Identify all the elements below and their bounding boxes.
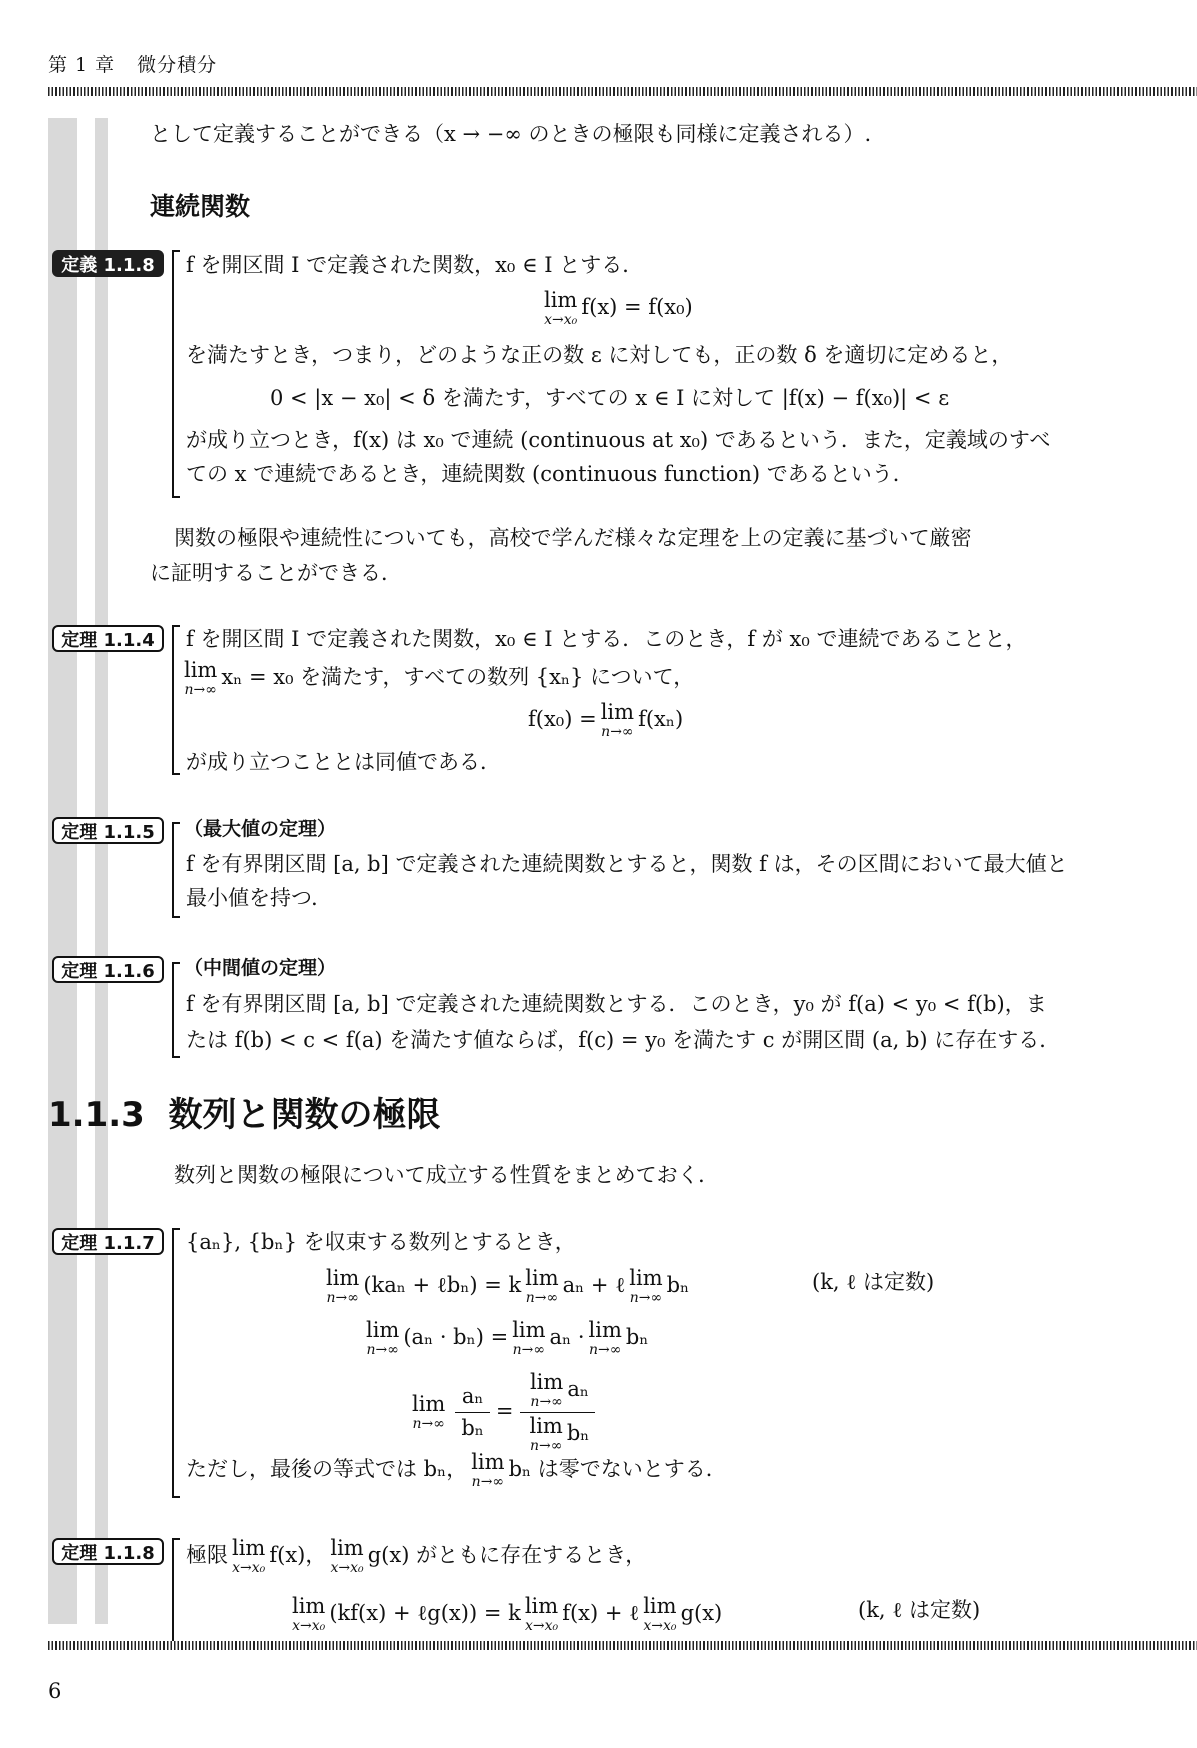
lim-operator: lim — [412, 1392, 446, 1416]
def-equation-rhs: f(x) = f(x₀) — [581, 295, 693, 319]
equation-lhs: f(x₀) = — [528, 707, 597, 731]
intro-line: として定義することができる（x → −∞ のときの極限も同様に定義される）. — [150, 122, 872, 146]
theorem-bracket — [172, 625, 180, 775]
thm117-eq1 — [322, 1268, 689, 1305]
page-number: 6 — [48, 1679, 62, 1703]
lim-operator: lim — [184, 658, 218, 682]
equation-part-b: f(x) + ℓ — [562, 1601, 640, 1625]
chapter-number: 第 1 章 — [48, 54, 116, 76]
def-line-5: ての x で連続であるとき，連続関数 (continuous function) であるという． — [186, 462, 914, 486]
thm116-title: （中間値の定理） — [184, 957, 337, 979]
lim-subscript: x→x₀ — [643, 1618, 677, 1634]
eq1-part-b: aₙ + ℓ — [562, 1273, 626, 1297]
thm114-equation — [528, 702, 683, 739]
thm116-line-2: たは f(b) < c < f(a) を満たす値ならば，f(c) = y₀ を満たす c が開区間 (a, b) に存在する． — [186, 1028, 1061, 1052]
lim-subscript: x→x₀ — [544, 312, 578, 328]
eq1-note: (k, ℓ は定数) — [812, 1270, 935, 1294]
lim-subscript: n→∞ — [412, 1416, 445, 1432]
lim-subscript: n→∞ — [601, 724, 634, 740]
lim-subscript: n→∞ — [512, 1342, 546, 1358]
theorem-badge: 定理 1.1.7 — [52, 1228, 164, 1255]
theorem-bracket — [172, 962, 180, 1058]
thm117-eq3 — [408, 1372, 601, 1453]
denominator-term: bₙ — [566, 1421, 590, 1445]
theorem-bracket — [172, 1538, 180, 1641]
theorem-bracket — [172, 822, 180, 918]
thm115-title: （最大値の定理） — [184, 818, 337, 840]
lim-operator: lim — [326, 1266, 360, 1290]
lim-subscript: x→x₀ — [232, 1560, 266, 1576]
section-title: 数列と関数の極限 — [168, 1095, 441, 1135]
line1-part-b: f(x)， — [269, 1543, 327, 1567]
equation-part-a: (kf(x) + ℓg(x)) = k — [329, 1601, 521, 1625]
para2: 数列と関数の極限について成立する性質をまとめておく． — [174, 1163, 720, 1187]
lim-operator: lim — [512, 1318, 546, 1342]
theorem-badge: 定理 1.1.6 — [52, 956, 164, 983]
lim-operator: lim — [232, 1536, 266, 1560]
header-rule — [48, 87, 1197, 96]
eq2-part-a: (aₙ · bₙ) = — [403, 1325, 509, 1349]
lim-operator: lim — [588, 1318, 622, 1342]
lim-subscript: x→x₀ — [524, 1618, 559, 1634]
lim-subscript: n→∞ — [530, 1394, 563, 1410]
def-equation — [540, 290, 693, 327]
running-header — [48, 50, 217, 77]
lim-subscript: n→∞ — [629, 1290, 663, 1306]
continuity-heading: 連続関数 — [150, 192, 251, 221]
fraction-denominator: bₙ — [461, 1416, 484, 1440]
thm118-equation — [288, 1596, 722, 1633]
lim-operator: lim — [643, 1594, 677, 1618]
eq2-part-c: bₙ — [625, 1325, 649, 1349]
lim-subscript: x→x₀ — [330, 1560, 364, 1576]
section-heading — [48, 1095, 441, 1136]
equals-sign: = — [495, 1399, 514, 1423]
thm117-line-1: {aₙ}, {bₙ} を収束する数列とするとき， — [186, 1230, 576, 1254]
lim-operator: lim — [629, 1266, 663, 1290]
definition-bracket — [172, 250, 180, 498]
para1-line-1: 関数の極限や連続性についても，高校で学んだ様々な定理を上の定義に基づいて厳密 — [174, 526, 972, 550]
last-line-part-a: ただし，最後の等式では bₙ， — [186, 1457, 468, 1481]
theorem-bracket — [172, 1228, 180, 1498]
thm116-line-1: f を有界閉区間 [a, b] で定義された連続関数とする．このとき，y₀ が f(a) < y₀ < f(b)，ま — [186, 992, 1047, 1016]
fraction-lhs — [455, 1384, 490, 1441]
numerator-term: aₙ — [567, 1377, 589, 1401]
thm117-eq2 — [362, 1320, 648, 1357]
lim-subscript: n→∞ — [525, 1290, 559, 1306]
thm114-line-1: f を開区間 I で定義された関数，x₀ ∈ I とする．このとき，f が x₀ で連続であることと， — [186, 627, 1027, 651]
lim-subscript: n→∞ — [326, 1290, 359, 1306]
lim-subscript: n→∞ — [184, 682, 217, 698]
def-line-4: が成り立つとき，f(x) は x₀ で連続 (continuous at x₀) であるという．また，定義域のすべ — [186, 428, 1051, 452]
def-line-1: f を開区間 I で定義された関数，x₀ ∈ I とする． — [186, 253, 644, 277]
lim-subscript: n→∞ — [366, 1342, 399, 1358]
thm114-line-2 — [180, 660, 694, 697]
def-line-2: を満たすとき，つまり，どのような正の数 ε に対しても，正の数 δ を適切に定めると， — [186, 343, 1013, 367]
fraction-numerator: aₙ — [455, 1384, 490, 1413]
thm118-note: (k, ℓ は定数) — [858, 1598, 981, 1622]
thm117-last-line — [186, 1452, 727, 1489]
lim-subscript: x→x₀ — [292, 1618, 326, 1634]
thm115-line-1: f を有界閉区間 [a, b] で定義された連続関数とすると，関数 f は，その区間において最大値と — [186, 852, 1068, 876]
section-number: 1.1.3 — [48, 1095, 145, 1135]
fraction-rhs — [520, 1372, 596, 1453]
lim-subscript: n→∞ — [529, 1438, 563, 1454]
thm115-line-2: 最小値を持つ． — [186, 886, 333, 910]
equation-rhs: f(xₙ) — [638, 707, 684, 731]
chapter-title: 微分積分 — [137, 54, 218, 76]
lim-operator: lim — [544, 288, 578, 312]
lim-operator: lim — [330, 1536, 364, 1560]
lim-operator: lim — [366, 1318, 400, 1342]
fraction-denominator — [520, 1413, 596, 1453]
def-line-3: 0 < |x − x₀| < δ を満たす，すべての x ∈ I に対して |f(x) − f(x₀)| < ε — [270, 386, 950, 410]
line1-part-c: g(x) がともに存在するとき， — [367, 1543, 647, 1567]
margin-bar — [48, 118, 77, 1624]
thm114-line-4: が成り立つこととは同値である． — [186, 750, 501, 774]
line1-part-a: 極限 — [186, 1543, 228, 1567]
lim-subscript: n→∞ — [471, 1474, 505, 1490]
eq1-part-c: bₙ — [666, 1273, 690, 1297]
lim-operator: lim — [524, 1594, 559, 1618]
theorem-badge: 定理 1.1.8 — [52, 1538, 164, 1565]
thm114-line-2-rest: xₙ = x₀ を満たす，すべての数列 {xₙ} について， — [221, 665, 695, 689]
thm118-line-1 — [186, 1538, 646, 1575]
footer-rule — [48, 1641, 1197, 1650]
lim-operator: lim — [529, 1370, 564, 1394]
lim-operator: lim — [525, 1266, 559, 1290]
eq2-part-b: aₙ · — [549, 1325, 585, 1349]
lim-operator: lim — [529, 1414, 563, 1438]
theorem-badge: 定理 1.1.5 — [52, 817, 164, 844]
margin-bar-inner — [95, 118, 108, 1624]
eq1-part-a: (kaₙ + ℓbₙ) = k — [363, 1273, 522, 1297]
lim-operator: lim — [471, 1450, 505, 1474]
lim-subscript: n→∞ — [588, 1342, 622, 1358]
para1-line-2: に証明することができる． — [150, 561, 402, 585]
fraction-numerator — [520, 1372, 596, 1413]
definition-badge: 定義 1.1.8 — [52, 250, 164, 277]
last-line-part-b: bₙ は零でないとする． — [508, 1457, 727, 1481]
lim-operator: lim — [292, 1594, 326, 1618]
lim-operator: lim — [600, 700, 635, 724]
equation-part-c: g(x) — [680, 1601, 723, 1625]
theorem-badge: 定理 1.1.4 — [52, 625, 164, 652]
